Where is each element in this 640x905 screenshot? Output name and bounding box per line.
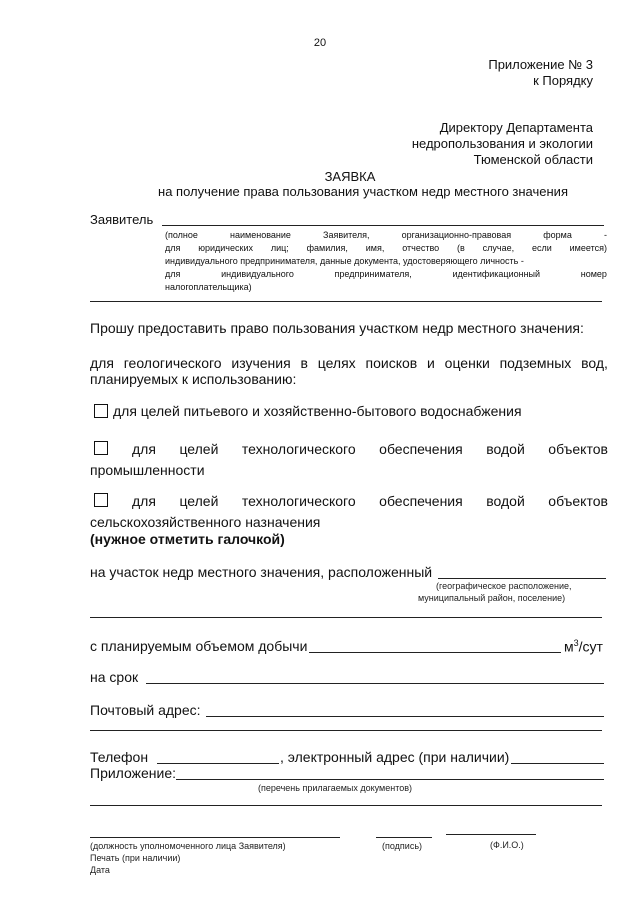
postal-field[interactable]	[206, 716, 604, 717]
applicant-hint-word: индивидуального предпринимателя, данные документа, удостоверяющего личность -	[165, 256, 524, 266]
option-agricultural-word: технологического	[241, 493, 356, 509]
option-industrial-word: технологического	[241, 441, 356, 457]
applicant-hint-word: отчество	[402, 243, 440, 253]
applicant-hint-word: для	[165, 269, 181, 279]
applicant-field[interactable]	[162, 225, 604, 226]
purpose-line-1	[90, 355, 608, 371]
option-industrial-word: целей	[179, 441, 219, 457]
purpose-word: целях	[317, 355, 356, 371]
applicant-hint-line-2	[165, 242, 607, 255]
position-hint: (должность уполномоченного лица Заявителя)	[90, 841, 286, 851]
document-title: ЗАЯВКА	[324, 169, 376, 184]
applicant-hint-word: номер	[580, 269, 607, 279]
volume-unit	[564, 638, 603, 655]
volume-label: с планируемым объемом добычи	[90, 638, 308, 654]
option-industrial-word: водой	[486, 441, 525, 457]
applicant-hint-word: идентификационный	[452, 269, 541, 279]
option-agricultural-word: обеспечения	[379, 493, 463, 509]
applicant-hint-word: -	[603, 230, 607, 240]
applicant-hint-word: налогоплательщика)	[165, 282, 252, 292]
phone-label: Телефон	[90, 749, 149, 765]
page-number: 20	[313, 37, 327, 49]
option-agricultural-line-2: сельскохозяйственного назначения	[90, 514, 321, 530]
fio-field[interactable]	[446, 834, 536, 835]
attachment-hint: (перечень прилагаемых документов)	[258, 783, 413, 793]
applicant-label: Заявитель	[90, 212, 154, 227]
volume-unit-base: м	[564, 638, 574, 655]
applicant-hint-word: форма	[543, 230, 572, 240]
purpose-word: в	[300, 355, 308, 371]
applicant-hint-word: имя,	[365, 243, 385, 253]
applicant-hint-word: для	[165, 243, 181, 253]
purpose-word: для	[90, 355, 114, 371]
applicant-hint-word: юридических	[198, 243, 253, 253]
applicant-hint-word: предпринимателя,	[334, 269, 412, 279]
signature-hint: (подпись)	[382, 841, 423, 851]
applicant-hint-word: фамилия,	[306, 243, 348, 253]
applicant-hint-word: наименование	[230, 230, 291, 240]
option-agricultural-word: целей	[179, 493, 219, 509]
applicant-hint-word: лиц;	[270, 243, 289, 253]
addressee-line-2: недропользования и экологии	[411, 136, 593, 151]
location-label: на участок недр местного значения, расположенный	[90, 564, 433, 580]
applicant-hint-line-3	[165, 255, 607, 268]
applicant-hint-word: (полное	[165, 230, 198, 240]
postal-field-extra[interactable]	[90, 730, 602, 731]
date-label: Дата	[90, 865, 110, 875]
email-field[interactable]	[511, 763, 604, 764]
applicant-hint-line-5	[165, 281, 607, 294]
option-agricultural-line-1	[132, 493, 608, 509]
purpose-word: поисков	[365, 355, 418, 371]
checkbox-drinking-water[interactable]	[94, 404, 108, 423]
fio-hint: (Ф.И.О.)	[490, 840, 524, 850]
option-agricultural-word: объектов	[548, 493, 608, 509]
postal-label: Почтовый адрес:	[90, 702, 201, 718]
applicant-hint-word: Заявителя,	[323, 230, 370, 240]
location-hint-1: (географическое расположение,	[436, 581, 572, 591]
checkbox-agricultural[interactable]	[94, 493, 108, 512]
appendix-line-2: к Порядку	[533, 73, 593, 88]
option-industrial-word: объектов	[548, 441, 608, 457]
purpose-line-2: планируемых к использованию:	[90, 371, 297, 387]
request-text: Прошу предоставить право пользования участком недр местного значения:	[90, 320, 584, 336]
document-subtitle: на получение права пользования участком недр местного значения	[158, 184, 568, 199]
applicant-hint-word: индивидуального	[221, 269, 294, 279]
volume-field[interactable]	[309, 652, 561, 653]
option-drinking-water-label: для целей питьевого и хозяйственно-бытового водоснабжения	[113, 403, 522, 419]
attachment-label: Приложение:	[90, 765, 177, 781]
applicant-hint-word: (в	[457, 243, 465, 253]
location-field-extra[interactable]	[90, 617, 602, 618]
checkbox-industrial[interactable]	[94, 441, 108, 460]
location-hint-2: муниципальный район, поселение)	[418, 593, 566, 603]
applicant-hint-line-4	[165, 268, 607, 281]
applicant-hint-word: организационно-правовая	[401, 230, 512, 240]
option-industrial-line-1	[132, 441, 608, 457]
volume-unit-rest: /сут	[578, 638, 603, 655]
stamp-label: Печать (при наличии)	[90, 853, 181, 863]
appendix-line-1: Приложение № 3	[488, 57, 593, 72]
applicant-hint	[165, 229, 607, 294]
applicant-field-extra[interactable]	[90, 301, 602, 302]
option-industrial-line-2: промышленности	[90, 462, 205, 478]
purpose-word: и	[427, 355, 435, 371]
addressee-line-3: Тюменской области	[473, 152, 593, 167]
purpose-word: изучения	[231, 355, 291, 371]
applicant-hint-word: имеется)	[569, 243, 607, 253]
purpose-word: оценки	[444, 355, 490, 371]
checkbox-note: (нужное отметить галочкой)	[90, 531, 285, 547]
position-field[interactable]	[90, 837, 340, 838]
term-field[interactable]	[146, 683, 604, 684]
volume-unit-sup: 3	[573, 638, 579, 648]
attachment-field[interactable]	[176, 779, 604, 780]
option-industrial-word: обеспечения	[379, 441, 463, 457]
option-agricultural-word: для	[132, 493, 156, 509]
addressee-line-1: Директору Департамента	[439, 120, 593, 135]
location-field[interactable]	[438, 578, 606, 579]
phone-field[interactable]	[157, 763, 279, 764]
purpose-word: вод,	[581, 355, 608, 371]
purpose-word: подземных	[499, 355, 572, 371]
attachment-field-extra[interactable]	[90, 805, 602, 806]
email-label: , электронный адрес (при наличии)	[280, 749, 510, 765]
option-industrial-word: для	[132, 441, 156, 457]
signature-field[interactable]	[376, 837, 432, 838]
applicant-hint-word: если	[531, 243, 552, 253]
applicant-hint-line-1	[165, 229, 607, 242]
applicant-hint-word: случае,	[482, 243, 515, 253]
option-agricultural-word: водой	[486, 493, 525, 509]
purpose-word: геологического	[123, 355, 222, 371]
term-label: на срок	[90, 669, 139, 685]
